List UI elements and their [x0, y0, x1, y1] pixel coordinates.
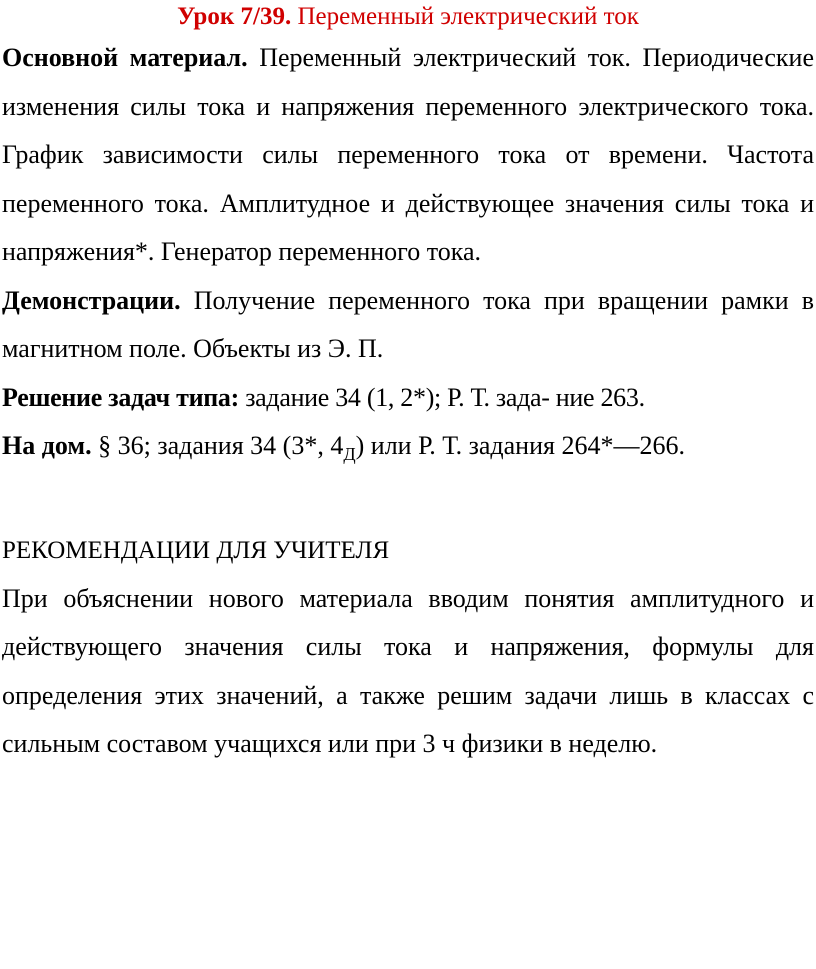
homework-paragraph — [2, 422, 814, 479]
recommendations-paragraph — [2, 575, 814, 769]
main-material-label: Основной материал. — [2, 43, 248, 72]
spacer — [2, 479, 814, 527]
demos-label: Демонстрации. — [2, 285, 181, 315]
problems-label: Решение задач типа: — [2, 382, 239, 412]
recommendations-heading: РЕКОМЕНДАЦИИ ДЛЯ УЧИТЕЛЯ — [2, 536, 390, 564]
problems-text: задание 34 (1, 2*); Р. Т. зада- ние 263. — [245, 382, 645, 412]
lesson-title — [2, 0, 814, 34]
demos-text: Получение переменного тока при вращении рамки в магнитном поле. Объекты из Э. П. — [2, 285, 814, 363]
demos-paragraph — [2, 277, 814, 374]
homework-text-before: § 36; задания 34 (3*, 4 — [98, 431, 344, 460]
homework-text-after: ) или Р. Т. задания 264*—266. — [355, 431, 685, 460]
homework-label: На дом. — [2, 431, 92, 460]
lesson-topic: Переменный электрический ток — [297, 3, 639, 30]
problems-paragraph — [2, 374, 814, 423]
recommendations-text: При объяснении нового материала вводим понятия амплитудного и действующего значения силы тока и напряжения, формулы для определения этих значений, а также решим задачи лишь в классах с сильным составом учащихся или при 3 ч физики в неделю. — [2, 583, 814, 758]
lesson-number: Урок 7/39. — [177, 3, 292, 30]
main-material-paragraph — [2, 34, 814, 277]
main-material-text: Переменный электрический ток. Периодические изменения силы тока и напряжения переменного электрического тока. График зависимости силы переменного тока от времени. Частота переменного тока. Амплитудное и действующее значения силы тока и напряжения*. Генератор переменного тока. — [2, 43, 814, 266]
homework-subscript: Д — [343, 444, 356, 464]
